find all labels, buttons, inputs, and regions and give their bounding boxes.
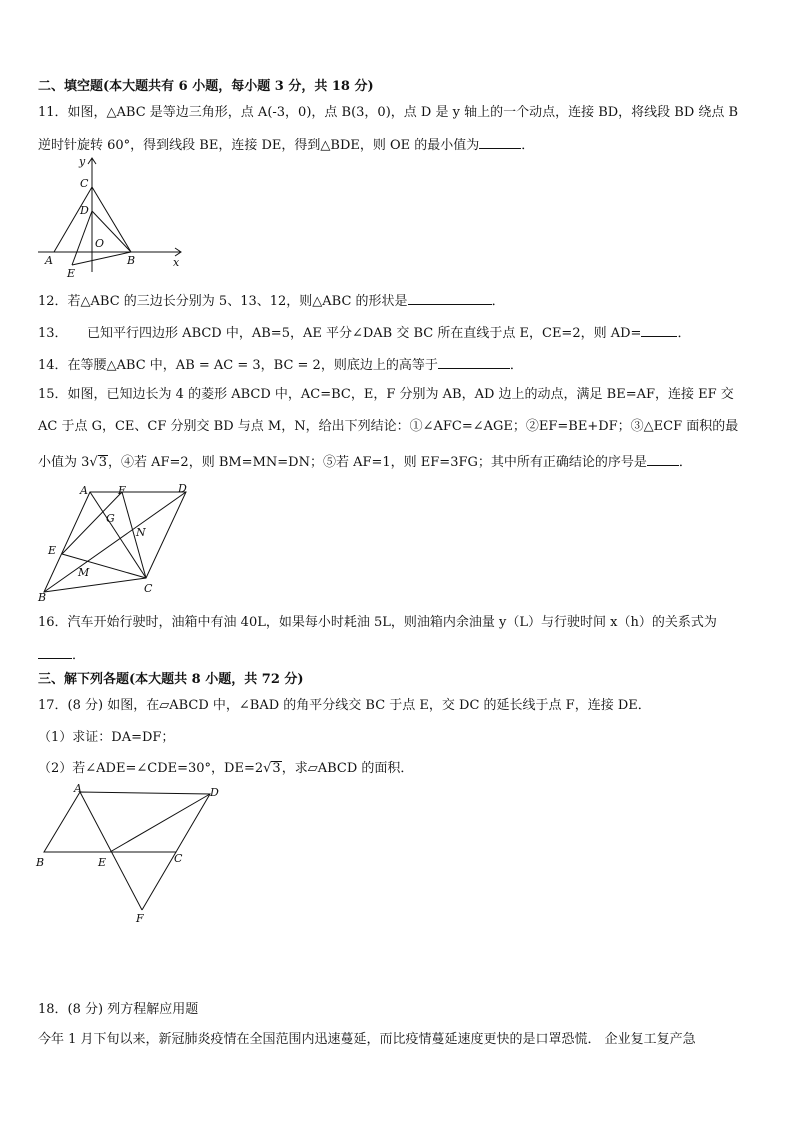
label-c: C [144, 582, 153, 595]
label-g: G [106, 512, 115, 525]
q18-line1: 18．(8 分) 列方程解应用题 [38, 1002, 199, 1017]
label-d: D [80, 204, 89, 217]
q11-text: 逆时针旋转 60°，得到线段 BE，连接 DE，得到△BDE，则 OE 的最小值为 [38, 138, 480, 153]
section2-heading: 二、填空题(本大题共有 6 小题，每小题 3 分，共 18 分) [38, 79, 374, 94]
q17-line1: 17．(8 分) 如图，在▱ABCD 中，∠BAD 的角平分线交 BC 于点 E，交 DC 的延长线于点 F，连接 DE． [38, 698, 651, 713]
q14-line [38, 355, 523, 375]
label-m: M [78, 566, 90, 579]
label-x: x [173, 256, 180, 269]
label-a: A [74, 782, 82, 795]
q16-line1: 16．汽车开始行驶时，油箱中有油 40L，如果每小时耗油 5L，则油箱内余油量 y（L）与行驶时间 x（h）的关系式为 [38, 615, 717, 630]
q15-line1: 15．如图，已知边长为 4 的菱形 ABCD 中，AC=BC，E，F 分别为 AB，AD 边上的动点，满足 BE=AF，连接 EF 交 [38, 387, 734, 402]
diagonal-bd [44, 492, 186, 592]
q14-answer-blank [438, 355, 510, 369]
label-n: N [136, 526, 146, 539]
q11-end: ． [521, 138, 535, 153]
label-e: E [67, 267, 76, 280]
segment-de [110, 794, 210, 852]
label-y: y [79, 155, 86, 168]
q15-text-a: 小值为 3 [38, 455, 90, 470]
label-d: D [210, 786, 219, 799]
parallelogram-abcd [44, 792, 210, 852]
q13-line [38, 323, 690, 343]
label-d: D [178, 482, 187, 495]
q15-text-b: ，④若 AF=2，则 BM=MN=DN；⑤若 AF=1，则 EF=3FG；其中所有正确结论的序号是 [107, 455, 647, 470]
q12-text: 12．若△ABC 的三边长分别为 5、13、12，则△ABC 的形状是 [38, 294, 408, 309]
label-a: A [80, 484, 88, 497]
q16-answer-blank [38, 645, 72, 659]
q16-end: ． [72, 648, 86, 663]
label-f: F [118, 484, 126, 497]
q11-figure [36, 155, 196, 280]
q15-end: ． [678, 455, 692, 470]
segment-cf [142, 852, 176, 910]
q15-line2: AC 于点 G，CE、CF 分别交 BD 与点 M，N，给出下列结论：①∠AFC=∠AGE；②EF=BE+DF；③△ECF 面积的最 [38, 419, 739, 434]
q12-end: ． [491, 294, 505, 309]
q12-line [38, 291, 505, 311]
q12-answer-blank [408, 291, 492, 305]
q11-answer-blank [479, 135, 521, 149]
label-o: O [95, 237, 105, 250]
q15-answer-blank [647, 452, 679, 466]
q15-line3: 小值为 3√3，④若 AF=2，则 BM=MN=DN；⑤若 AF=1，则 EF=3FG；其中所有正确结论的序号是 ． [38, 452, 692, 472]
label-e: E [48, 544, 57, 557]
section3-heading: 三、解下列各题(本大题共 8 小题，共 72 分) [38, 672, 304, 687]
q18-line2: 今年 1 月下旬以来，新冠肺炎疫情在全国范围内迅速蔓延，而比疫情蔓延速度更快的是口罩恐慌． 企业复工复产急 [38, 1032, 696, 1047]
label-c: C [80, 177, 89, 190]
q17-figure [34, 782, 234, 927]
label-b: B [36, 856, 45, 869]
label-c: C [174, 852, 183, 865]
q17-part2: （2）若∠ADE=∠CDE=30°，DE=2√3，求▱ABCD 的面积． [38, 761, 414, 776]
q16-line2 [38, 645, 85, 665]
q17-part2-a: （2）若∠ADE=∠CDE=30°，DE=2 [38, 761, 264, 776]
q17-sqrt: 3 [272, 761, 281, 776]
q14-end: ． [509, 358, 523, 373]
q17-part2-b: ，求▱ABCD 的面积． [281, 761, 414, 776]
label-a: A [45, 254, 53, 267]
q11-line1: 11．如图，△ABC 是等边三角形，点 A(-3，0)，点 B(3，0)，点 D 是 y 轴上的一个动点，连接 BD，将线段 BD 绕点 B [38, 105, 739, 120]
q17-part1: （1）求证：DA=DF； [38, 730, 175, 745]
q14-text: 14．在等腰△ABC 中，AB = AC = 3，BC = 2，则底边上的高等于 [38, 358, 438, 373]
q11-line2 [38, 135, 534, 155]
segment-ce [62, 554, 146, 578]
label-b: B [127, 254, 136, 267]
q13-answer-blank [641, 323, 677, 337]
label-b: B [38, 591, 47, 604]
q15-figure [36, 480, 196, 605]
q13-end: ． [677, 326, 691, 341]
q15-sqrt: 3 [98, 455, 107, 470]
q13-text: 13． 已知平行四边形 ABCD 中，AB=5，AE 平分∠DAB 交 BC 所在直线于点 E，CE=2，则 AD= [38, 326, 642, 341]
segment-de [72, 211, 92, 265]
label-e: E [98, 856, 107, 869]
label-f: F [136, 912, 144, 925]
segment-be [72, 252, 131, 265]
